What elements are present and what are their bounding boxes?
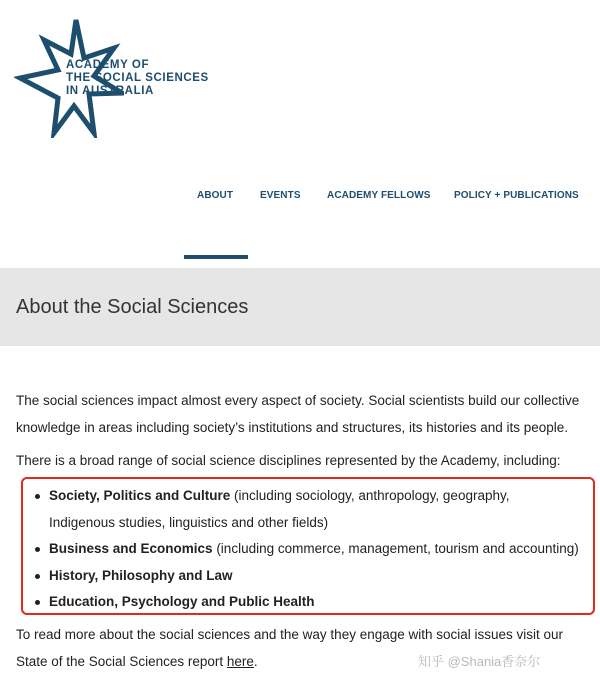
watermark: 知乎 @Shania香奈尔 [418, 654, 541, 669]
list-item [16, 536, 596, 563]
academy-name [66, 59, 209, 98]
main-nav [0, 190, 600, 204]
discipline-detail: (including sociology, anthropology, geography, [230, 488, 510, 503]
nav-item-academy-fellows[interactable]: ACADEMY FELLOWS [327, 190, 431, 201]
list-item-continuation [16, 510, 596, 537]
main-content [16, 388, 596, 609]
report-link[interactable]: here [226, 653, 254, 669]
academy-logo[interactable] [14, 18, 224, 138]
outro-line-1: To read more about the social sciences and the way they engage with social issues visit our [16, 627, 564, 642]
disciplines-list [16, 483, 596, 616]
page-title: About the Social Sciences [16, 296, 249, 318]
nav-item-policy-publications[interactable]: POLICY + PUBLICATIONS [454, 190, 579, 201]
list-item [16, 589, 596, 616]
discipline-name: Education, Psychology and Public Health [49, 594, 315, 609]
discipline-name: Society, Politics and Culture [49, 488, 231, 503]
logo-line-2: THE SOCIAL SCIENCES [66, 72, 209, 84]
outro-suffix: . [253, 653, 258, 669]
logo-line-1: ACADEMY OF [66, 59, 150, 71]
discipline-name: Business and Economics [49, 541, 213, 556]
intro-paragraph-line-2: knowledge in areas including society’s institutions and structures, its histories and its people. [16, 419, 569, 435]
list-item [16, 483, 596, 510]
nav-active-indicator [184, 255, 248, 259]
nav-item-events[interactable]: EVENTS [260, 190, 301, 201]
discipline-detail: Indigenous studies, linguistics and other fields) [49, 514, 329, 530]
list-item [16, 563, 596, 590]
disciplines-intro: There is a broad range of social science disciplines represented by the Academy, including: [16, 453, 561, 468]
intro-paragraph-line-1: The social sciences impact almost every aspect of society. Social scientists build our collective [16, 393, 580, 408]
nav-item-about[interactable]: ABOUT [197, 190, 234, 201]
outro-text: State of the Social Sciences report [16, 653, 227, 669]
discipline-detail: (including commerce, management, tourism and accounting) [212, 541, 579, 556]
discipline-name: History, Philosophy and Law [49, 567, 233, 583]
logo-line-3: IN AUSTRALIA [66, 85, 154, 97]
page-banner [0, 268, 600, 346]
